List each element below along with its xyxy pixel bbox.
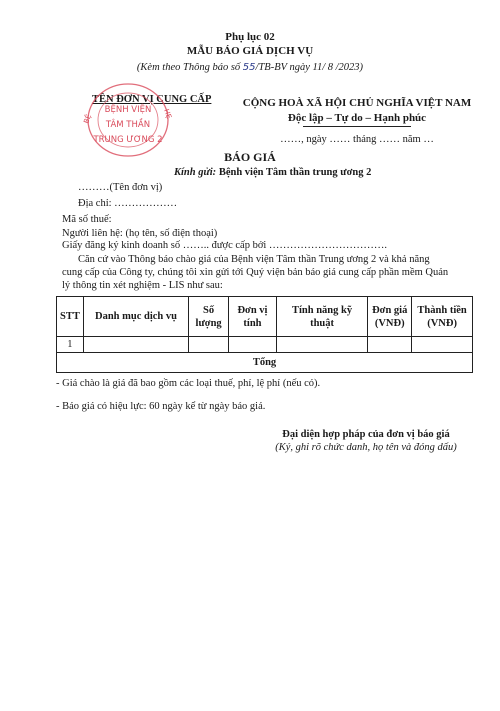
attached-reference [0,61,500,74]
signature-title: Đại diện hợp pháp của đơn vị báo giá [282,429,450,440]
cell-qty [189,337,229,353]
intro-line-1: Căn cứ vào Thông báo chào giá của Bệnh viện Tâm thần Trung ương 2 và khả năng [78,254,430,265]
note-1: - Giá chào là giá đã bao gồm các loại thuế, phí, lệ phí (nếu có). [56,378,321,389]
cell-feature [276,337,367,353]
tax-code-field: Mã số thuế: [62,214,112,225]
motto-underline [303,126,411,127]
cell-price [368,337,412,353]
intro-line-3: lý thông tin xét nghiệm - LIS như sau: [62,280,223,291]
total-label: Tổng [57,353,473,373]
republic-title: CỘNG HOÀ XÃ HỘI CHỦ NGHĨA VIỆT NAM [242,97,472,109]
stamp-line-3: TRUNG ƯƠNG 2 [93,135,163,145]
form-title: MẪU BÁO GIÁ DỊCH VỤ [186,45,314,57]
note-2: - Báo giá có hiệu lực: 60 ngày kể từ ngày báo giá. [56,401,266,412]
cell-stt: 1 [57,337,84,353]
handwritten-number: 55 [242,62,256,73]
signature-note: (Ký, ghi rõ chức danh, họ tên và đóng dấu) [275,442,457,453]
header-amount: Thành tiền (VNĐ) [412,297,473,337]
date-line: ……, ngày …… tháng …… năm … [280,134,434,145]
license-field: Giấy đăng ký kinh doanh số …….. được cấp bởi ……………………………. [62,240,388,251]
header-service: Danh mục dịch vụ [83,297,188,337]
stamp-ring-right: HẸ [162,107,173,120]
stamp-ring-left: BỆ [82,113,94,125]
header-stt: STT [57,297,84,337]
cell-service [83,337,188,353]
attached-suffix: /TB-BV ngày 11/ 8 /2023) [255,62,364,73]
contact-field: Người liên hệ: (họ tên, số điện thoại) [62,228,218,239]
appendix-label: Phụ lục 02 [225,31,275,43]
header-feature: Tính năng kỹ thuật [276,297,367,337]
header-unit: Đơn vị tính [229,297,277,337]
stamp-line-1: BỆNH VIỆN [104,105,152,115]
attached-prefix: (Kèm theo Thông báo số [136,62,243,73]
recipient-label: Kính gửi: [174,167,217,178]
recipient-name: Bệnh viện Tâm thần trung ương 2 [218,167,372,178]
table-row [57,337,473,353]
address-field: Địa chỉ: ……………… [78,198,178,209]
header-price: Đơn giá (VNĐ) [368,297,412,337]
total-row [57,353,473,373]
quote-table [56,296,473,373]
unit-name-field: ………(Tên đơn vị) [78,182,163,193]
recipient-line [174,166,371,179]
intro-line-2: cung cấp của Công ty, chúng tôi xin gửi tới Quý viện bản báo giá cung cấp phần mềm Quản [62,267,449,278]
header-qty: Số lượng [189,297,229,337]
motto: Độc lập – Tự do – Hạnh phúc [287,112,427,124]
cell-unit [229,337,277,353]
table-header-row [57,297,473,337]
org-name: TÊN ĐƠN VỊ CUNG CẤP [92,94,212,105]
page-title: BÁO GIÁ [224,150,276,164]
stamp-line-2: TÂM THẦN [105,120,151,130]
cell-amount [412,337,473,353]
